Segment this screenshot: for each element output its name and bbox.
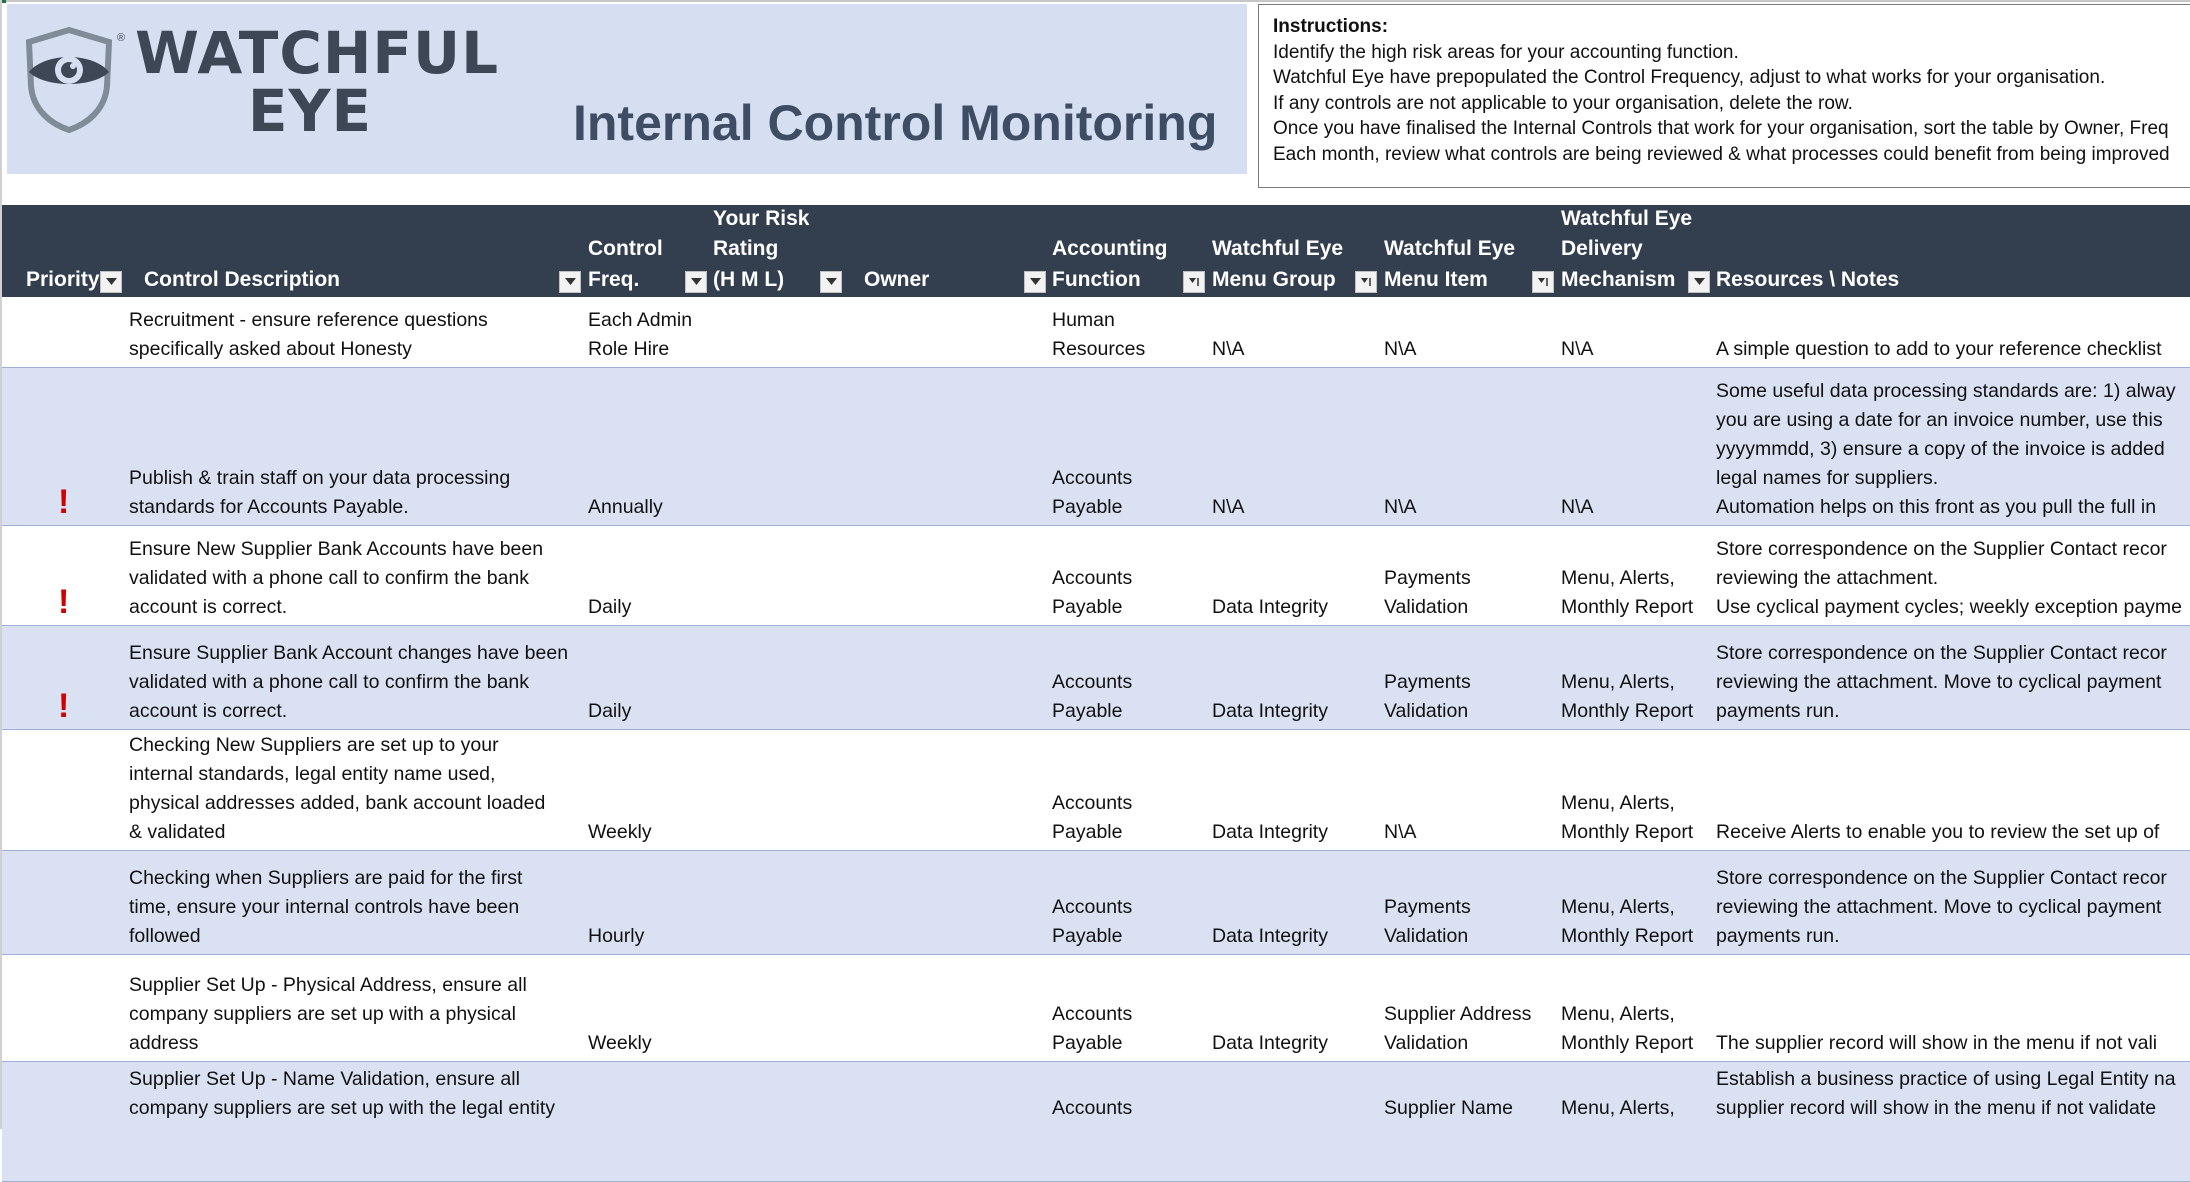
control-description-cell[interactable]: Publish & train staff on your data processing standards for Accounts Payable. [129, 467, 511, 518]
header-banner [7, 4, 1247, 174]
brand-line-2: EYE [247, 77, 373, 145]
header-priority[interactable]: Priority [26, 267, 100, 291]
menu-item-cell[interactable]: Payments Validation [1384, 567, 1471, 618]
menu-item-cell[interactable]: Payments Validation [1384, 671, 1471, 722]
menu-item-cell[interactable]: N\A [1384, 338, 1417, 360]
filter-dropdown-icon [105, 277, 118, 287]
grid-top-border [0, 0, 2190, 2]
instructions-title: Instructions: [1273, 16, 1389, 37]
instructions-box[interactable] [1258, 4, 2190, 188]
control-description-cell[interactable]: Ensure New Supplier Bank Accounts have been validated with a phone call to confirm the bank account is correct. [129, 538, 544, 618]
filter-dropdown-icon [1029, 277, 1042, 287]
menu-group-cell[interactable]: Data Integrity [1212, 700, 1328, 722]
table-header [2, 205, 2190, 297]
filter-dropdown-icon [690, 277, 703, 287]
filter-owner-button[interactable] [1024, 271, 1046, 293]
accounting-function-cell[interactable]: Accounts Payable [1052, 567, 1133, 618]
control-freq-cell[interactable]: Daily [588, 596, 632, 618]
filter-menu-group-button[interactable] [1355, 271, 1377, 293]
menu-group-cell[interactable]: Data Integrity [1212, 596, 1328, 618]
menu-group-cell[interactable]: Data Integrity [1212, 925, 1328, 947]
filter-sort-icon [1537, 277, 1550, 287]
resources-notes-cell[interactable]: The supplier record will show in the menu if not vali [1716, 1032, 2158, 1054]
menu-item-cell[interactable]: Supplier Address Validation [1384, 1003, 1532, 1054]
filter-dropdown-icon [564, 277, 577, 287]
priority-alert-icon: ! [58, 687, 70, 725]
header-menu-group[interactable]: Watchful Eye Menu Group [1212, 237, 1344, 291]
menu-group-cell[interactable]: Data Integrity [1212, 1032, 1328, 1054]
filter-menu-item-button[interactable] [1532, 271, 1554, 293]
table-row[interactable] [2, 297, 2190, 368]
header-menu-item[interactable]: Watchful Eye Menu Item [1384, 237, 1516, 291]
filter-sort-icon [1360, 277, 1373, 287]
resources-notes-cell[interactable]: Store correspondence on the Supplier Contact recor reviewing the attachment. Use cyclical payment cycles; weekly exception payme [1716, 538, 2183, 618]
control-description-cell[interactable]: Checking New Suppliers are set up to your internal standards, legal entity name used, physical addresses added, bank account loaded & validated [129, 734, 546, 843]
table-row[interactable] [2, 526, 2190, 626]
filter-freq-button[interactable] [685, 271, 707, 293]
header-delivery[interactable]: Watchful Eye Delivery Mechanism [1561, 206, 1693, 291]
control-freq-cell[interactable]: Weekly [588, 821, 652, 843]
header-risk[interactable]: Your Risk Rating (H M L) [713, 206, 810, 291]
menu-item-cell[interactable]: Supplier Name [1384, 1097, 1513, 1119]
filter-sort-icon [1188, 277, 1201, 287]
control-description-cell[interactable]: Checking when Suppliers are paid for the first time, ensure your internal controls have been followed [129, 867, 523, 947]
table-row[interactable] [2, 955, 2190, 1062]
page-title: Internal Control Monitoring [573, 95, 1218, 151]
instruction-line: Once you have finalised the Internal Controls that work for your organisation, sort the table by Owner, Freq [1273, 118, 2169, 139]
table-row[interactable] [2, 851, 2190, 955]
menu-item-cell[interactable]: Payments Validation [1384, 896, 1471, 947]
filter-priority-button[interactable] [100, 271, 122, 293]
menu-item-cell[interactable]: N\A [1384, 496, 1417, 518]
priority-alert-icon: ! [58, 483, 70, 521]
delivery-mechanism-cell[interactable]: Menu, Alerts, Monthly Report [1561, 792, 1694, 843]
delivery-mechanism-cell[interactable]: N\A [1561, 338, 1594, 360]
delivery-mechanism-cell[interactable]: Menu, Alerts, Monthly Report [1561, 896, 1694, 947]
menu-group-cell[interactable]: N\A [1212, 496, 1245, 518]
control-description-cell[interactable]: Ensure Supplier Bank Account changes have been validated with a phone call to confirm the bank account is correct. [129, 642, 569, 722]
resources-notes-cell[interactable]: Establish a business practice of using Legal Entity na supplier record will show in the menu if not validate [1716, 1068, 2176, 1119]
resources-notes-cell[interactable]: A simple question to add to your reference checklist [1716, 338, 2162, 360]
menu-group-cell[interactable]: N\A [1212, 338, 1245, 360]
filter-delivery-button[interactable] [1688, 271, 1710, 293]
resources-notes-cell[interactable]: Store correspondence on the Supplier Contact recor reviewing the attachment. Move to cyclical payment payments run. [1716, 867, 2167, 947]
resources-notes-cell[interactable]: Receive Alerts to enable you to review the set up of [1716, 821, 2160, 843]
header-owner[interactable]: Owner [864, 267, 930, 291]
table-row[interactable] [2, 626, 2190, 730]
instruction-line: Each month, review what controls are being reviewed & what processes could benefit from being improved [1273, 143, 2170, 165]
control-description-cell[interactable]: Recruitment - ensure reference questions specifically asked about Honesty [129, 309, 488, 360]
menu-group-cell[interactable]: Data Integrity [1212, 821, 1328, 843]
control-freq-cell[interactable]: Weekly [588, 1032, 652, 1054]
control-description-cell[interactable]: Supplier Set Up - Physical Address, ensure all company suppliers are set up with a physical address [129, 974, 527, 1054]
instruction-line: Watchful Eye have prepopulated the Control Frequency, adjust to what works for your organisation. [1273, 67, 2106, 88]
filter-risk-button[interactable] [820, 271, 842, 293]
header-description[interactable]: Control Description [144, 267, 341, 291]
filter-dropdown-icon [825, 277, 838, 287]
header-notes[interactable]: Resources \ Notes [1716, 267, 1900, 291]
accounting-function-cell[interactable]: Accounts Payable [1052, 1003, 1133, 1054]
priority-alert-icon: ! [58, 583, 70, 621]
eye-shield-icon [21, 26, 117, 134]
control-freq-cell[interactable]: Daily [588, 700, 632, 722]
delivery-mechanism-cell[interactable]: Menu, Alerts, Monthly Report [1561, 671, 1694, 722]
accounting-function-cell[interactable]: Accounts Payable [1052, 896, 1133, 947]
delivery-mechanism-cell[interactable]: N\A [1561, 496, 1594, 518]
brand-logo-text [135, 19, 500, 145]
brand-line-1: WATCHFUL [135, 19, 500, 87]
header-function[interactable]: Accounting Function [1052, 237, 1168, 291]
header-freq[interactable]: Control Freq. [588, 237, 663, 291]
filter-function-button[interactable] [1183, 271, 1205, 293]
resources-notes-cell[interactable]: Some useful data processing standards are: 1) alway you are using a date for an invoice number, use this yyyymmdd, 3) ensure a copy of the invoice is added legal names for suppliers. Automation helps on this front as you pull the full in [1716, 380, 2176, 518]
filter-description-button[interactable] [559, 271, 581, 293]
accounting-function-cell[interactable]: Human Resources [1052, 309, 1146, 360]
accounting-function-cell[interactable]: Accounts Payable [1052, 792, 1133, 843]
menu-item-cell[interactable]: N\A [1384, 821, 1417, 843]
registered-mark: ® [117, 32, 126, 44]
control-freq-cell[interactable]: Hourly [588, 925, 645, 947]
delivery-mechanism-cell[interactable]: Menu, Alerts, Monthly Report [1561, 567, 1694, 618]
accounting-function-cell[interactable]: Accounts Payable [1052, 467, 1133, 518]
table-row[interactable] [2, 368, 2190, 526]
resources-notes-cell[interactable]: Store correspondence on the Supplier Contact recor reviewing the attachment. Move to cyclical payment payments run. [1716, 642, 2167, 722]
control-freq-cell[interactable]: Each Admin Role Hire [588, 309, 693, 360]
instruction-line: Identify the high risk areas for your accounting function. [1273, 41, 1739, 63]
accounting-function-cell[interactable]: Accounts Payable [1052, 671, 1133, 722]
control-freq-cell[interactable]: Annually [588, 496, 663, 518]
instruction-line: If any controls are not applicable to your organisation, delete the row. [1273, 92, 1853, 114]
filter-dropdown-icon [1693, 277, 1706, 287]
delivery-mechanism-cell[interactable]: Menu, Alerts, [1561, 1097, 1675, 1119]
delivery-mechanism-cell[interactable]: Menu, Alerts, Monthly Report [1561, 1003, 1694, 1054]
control-description-cell[interactable]: Supplier Set Up - Name Validation, ensure all company suppliers are set up with the legal entity [129, 1068, 555, 1119]
table-row[interactable] [2, 730, 2190, 851]
table-row[interactable] [2, 1062, 2190, 1182]
accounting-function-cell[interactable]: Accounts [1052, 1097, 1133, 1119]
